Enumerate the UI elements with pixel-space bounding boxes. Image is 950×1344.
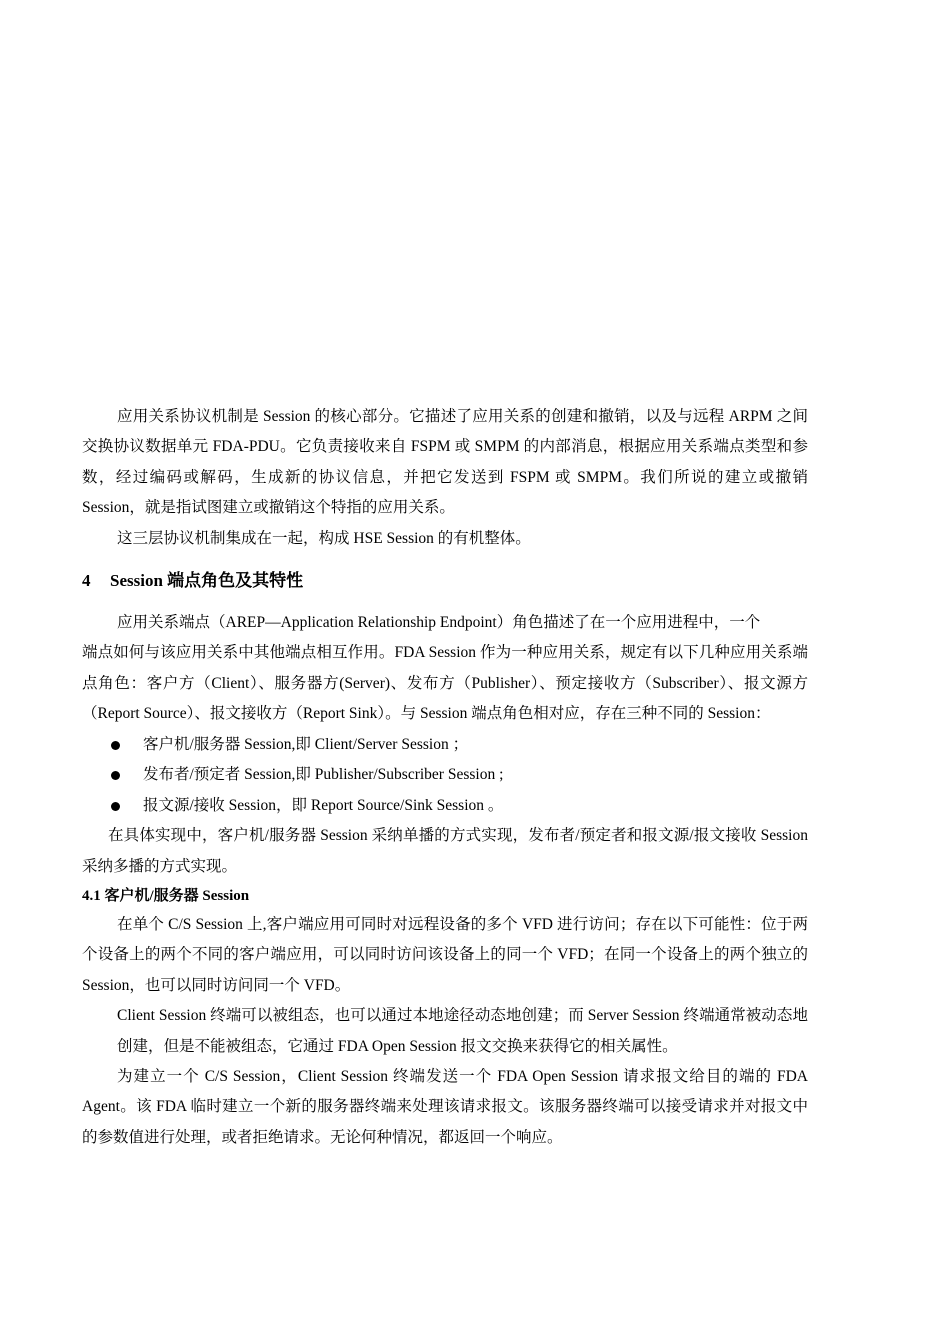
- list-item: [82, 791, 808, 822]
- session-type-list: [82, 730, 808, 822]
- paragraph-implementation: 在具体实现中，客户机/服务器 Session 采纳单播的方式实现，发布者/预定者和报文源/报文接收 Session 采纳多播的方式实现。: [82, 827, 808, 875]
- list-item-text: 报文源/接收 Session，即 Report Source/Sink Session 。: [143, 796, 504, 814]
- section-title: Session 端点角色及其特性: [110, 571, 304, 591]
- document-page: [82, 402, 808, 1153]
- section-number: 4: [82, 571, 91, 591]
- list-item-text: 发布者/预定者 Session,即 Publisher/Subscriber Session ;: [143, 766, 504, 784]
- paragraph-open-session: 为建立一个 C/S Session，Client Session 终端发送一个 FDA Open Session 请求报文给目的端的 FDA Agent。该 FDA 临时建立一个新的服务器终端来处理该请求报文。该服务器终端可以接受请求并对报文中的参数值进行处理，或者拒绝请求。无论何种情况，都返回一个响应。: [82, 1068, 808, 1146]
- paragraph-arep-roles: 端点如何与该应用关系中其他端点相互作用。FDA Session 作为一种应用关系，规定有以下几种应用关系端点角色：客户方（Client）、服务器方(Server)、发布方（Publisher）、预定接收方（Subscriber）、报文源方（Report Source）、报文接收方（Report Sink）。与 Session 端点角色相对应，存在三种不同的 Session：: [82, 644, 808, 723]
- paragraph-protocol-mechanism: 应用关系协议机制是 Session 的核心部分。它描述了应用关系的创建和撤销，以及与远程 ARPM 之间交换协议数据单元 FDA-PDU。它负责接收来自 FSPM 或 SMPM 的内部消息，根据应用关系端点类型和参数，经过编码或解码，生成新的协议信息，并把它发送到 FSPM 或 SMPM。我们所说的建立或撤销 Session，就是指试图建立或撤销这个特指的应用关系。: [82, 408, 808, 517]
- bullet-icon: [111, 771, 120, 780]
- section-heading-4: [82, 568, 808, 594]
- paragraph-client-server-endpoint: Client Session 终端可以被组态，也可以通过本地途径动态地创建；而 Server Session 终端通常被动态地创建，但是不能被组态，它通过 FDA Open Session 报文交换来获得它的相关属性。: [117, 1007, 808, 1055]
- paragraph-cs-session: 在单个 C/S Session 上,客户端应用可同时对远程设备的多个 VFD 进行访问；存在以下可能性：位于两个设备上的两个不同的客户端应用，可以同时访问该设备上的同一个 VFD；在同一个设备上的两个独立的 Session，也可以同时访问同一个 VFD。: [82, 915, 808, 994]
- list-item-text: 客户机/服务器 Session,即 Client/Server Session ；: [143, 735, 469, 753]
- list-item: [82, 730, 808, 761]
- paragraph-three-layers: 这三层协议机制集成在一起，构成 HSE Session 的有机整体。: [117, 529, 531, 547]
- paragraph-arep-intro: 应用关系端点（AREP—Application Relationship Endpoint）角色描述了在一个应用进程中，一个: [117, 614, 761, 632]
- subsection-heading-4-1: 4.1 客户机/服务器 Session: [82, 887, 250, 904]
- list-item: [82, 760, 808, 791]
- bullet-icon: [111, 741, 120, 750]
- bullet-icon: [111, 802, 120, 811]
